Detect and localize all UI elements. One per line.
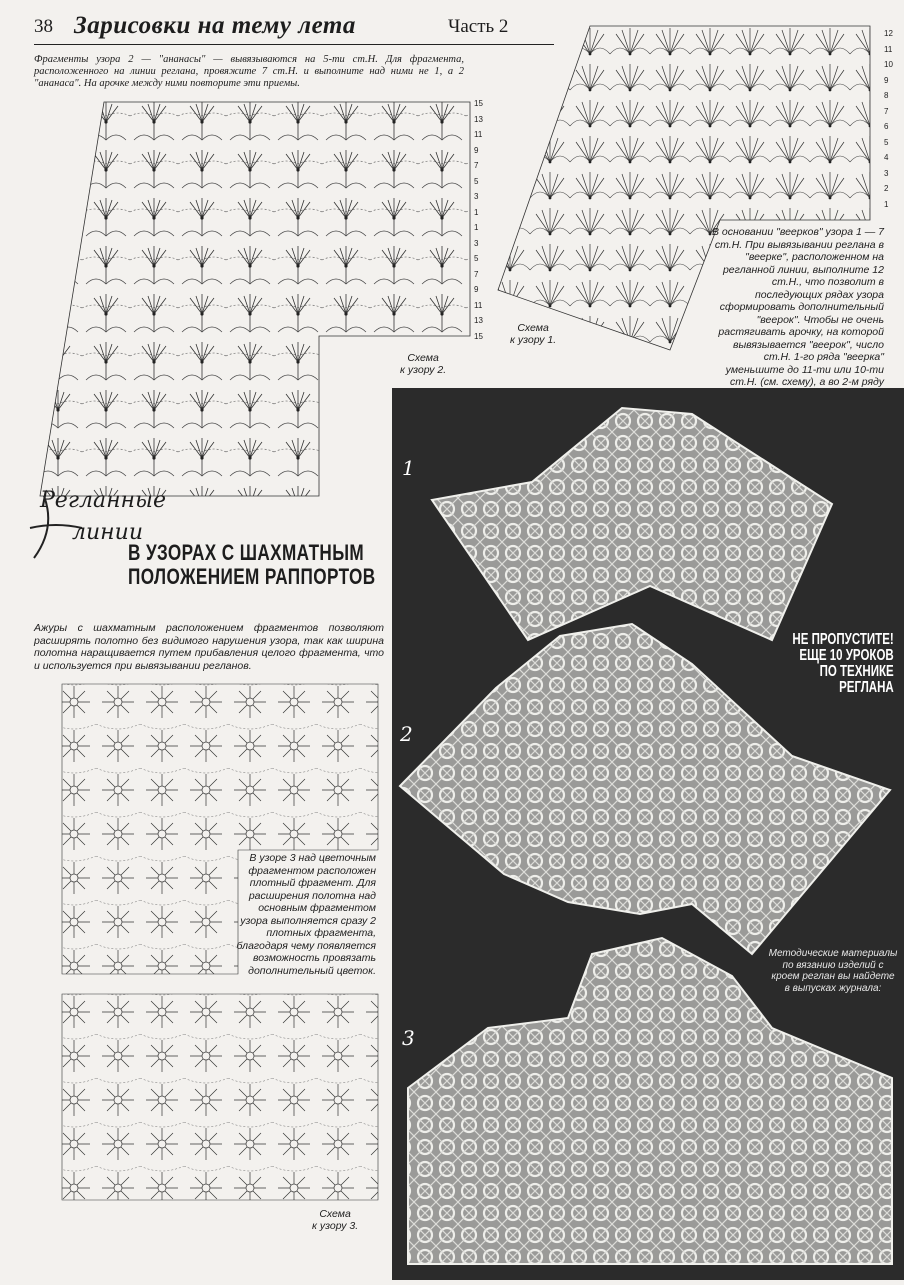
page-number: 38 xyxy=(34,16,53,37)
heading-script-line1: Регланные xyxy=(40,488,166,513)
intro-text: Фрагменты узора 2 — "ананасы" — вывязываются на 5-ти ст.Н. Для фрагмента, расположенного на линии реглана, провяжите 7 ст.Н. и выполните над ними не 1, а 2 "ананаса". На арочке между ними повторите эти приемы. xyxy=(34,54,464,89)
scheme2-caption: Схема к узору 2. xyxy=(400,352,447,376)
scheme2-row-numbers: 15 13 11 9 7 5 3 1 1 3 5 7 9 11 13 15 xyxy=(474,99,483,341)
photo-panel xyxy=(392,388,904,1280)
heading-script-line2: линии xyxy=(72,520,144,545)
scheme1-note: В основании "веерков" узора 1 — 7 ст.Н. При вывязывании реглана в "веерке", расположенном на регланной линии, выполните 12 ст.Н., что позволит в последующих рядах узора сформировать дополнительный "веерок". Чтобы не очень растягивать арочку, на которой вывязывается "веерок", число ст.Н. 1-го ряда "веерка" уменьшите до 11-ти или 10-ти ст.Н. (см. схему), а во 2-м ряду xyxy=(712,226,884,388)
scheme1-caption: Схема к узору 1. xyxy=(510,322,557,346)
promo-block: НЕ ПРОПУСТИТЕ! ЕЩЕ 10 УРОКОВ ПО ТЕХНИКЕ РЕГЛАНА xyxy=(792,631,894,696)
lace-swatch-1 xyxy=(432,408,832,640)
part-label: Часть 2 xyxy=(448,16,509,37)
page-title: Зарисовки на тему лета xyxy=(74,12,356,39)
method-note: Методические материалы по вязанию изделий с кроем реглан вы найдете в выпусках журнала: xyxy=(768,948,898,994)
scheme3-diagram-bottom xyxy=(52,990,384,1210)
heading-ornament-icon xyxy=(26,488,86,562)
photo-label-3: 3 xyxy=(402,1026,415,1050)
heading-bold-line1: В УЗОРАХ С ШАХМАТНЫМ xyxy=(128,540,365,565)
heading-bold-line2: ПОЛОЖЕНИЕМ РАППОРТОВ xyxy=(128,564,376,589)
page-header xyxy=(34,12,554,45)
scheme3-caption: Схема к узору 3. xyxy=(312,1208,359,1232)
lace-photos xyxy=(392,388,904,1280)
scheme1-row-numbers: 12 11 10 9 8 7 6 5 4 3 2 1 xyxy=(884,29,893,209)
section-text: Ажуры с шахматным расположением фрагментов позволяют расширять полотно без видимого нарушения узора, так как ширина полотна наращивается путем прибавления целого фрагмента, что и используется при вывязывании регланов. xyxy=(34,622,384,672)
scheme3-note: В узоре 3 над цветочным фрагментом расположен плотный фрагмент. Для расширения полотна над основным фрагментом узора выполняется сразу 2 плотных фрагмента, благодаря чему появляется возможность провязать дополнительный цветок. xyxy=(236,852,376,977)
photo-label-2: 2 xyxy=(400,722,413,746)
photo-label-1: 1 xyxy=(402,456,415,480)
